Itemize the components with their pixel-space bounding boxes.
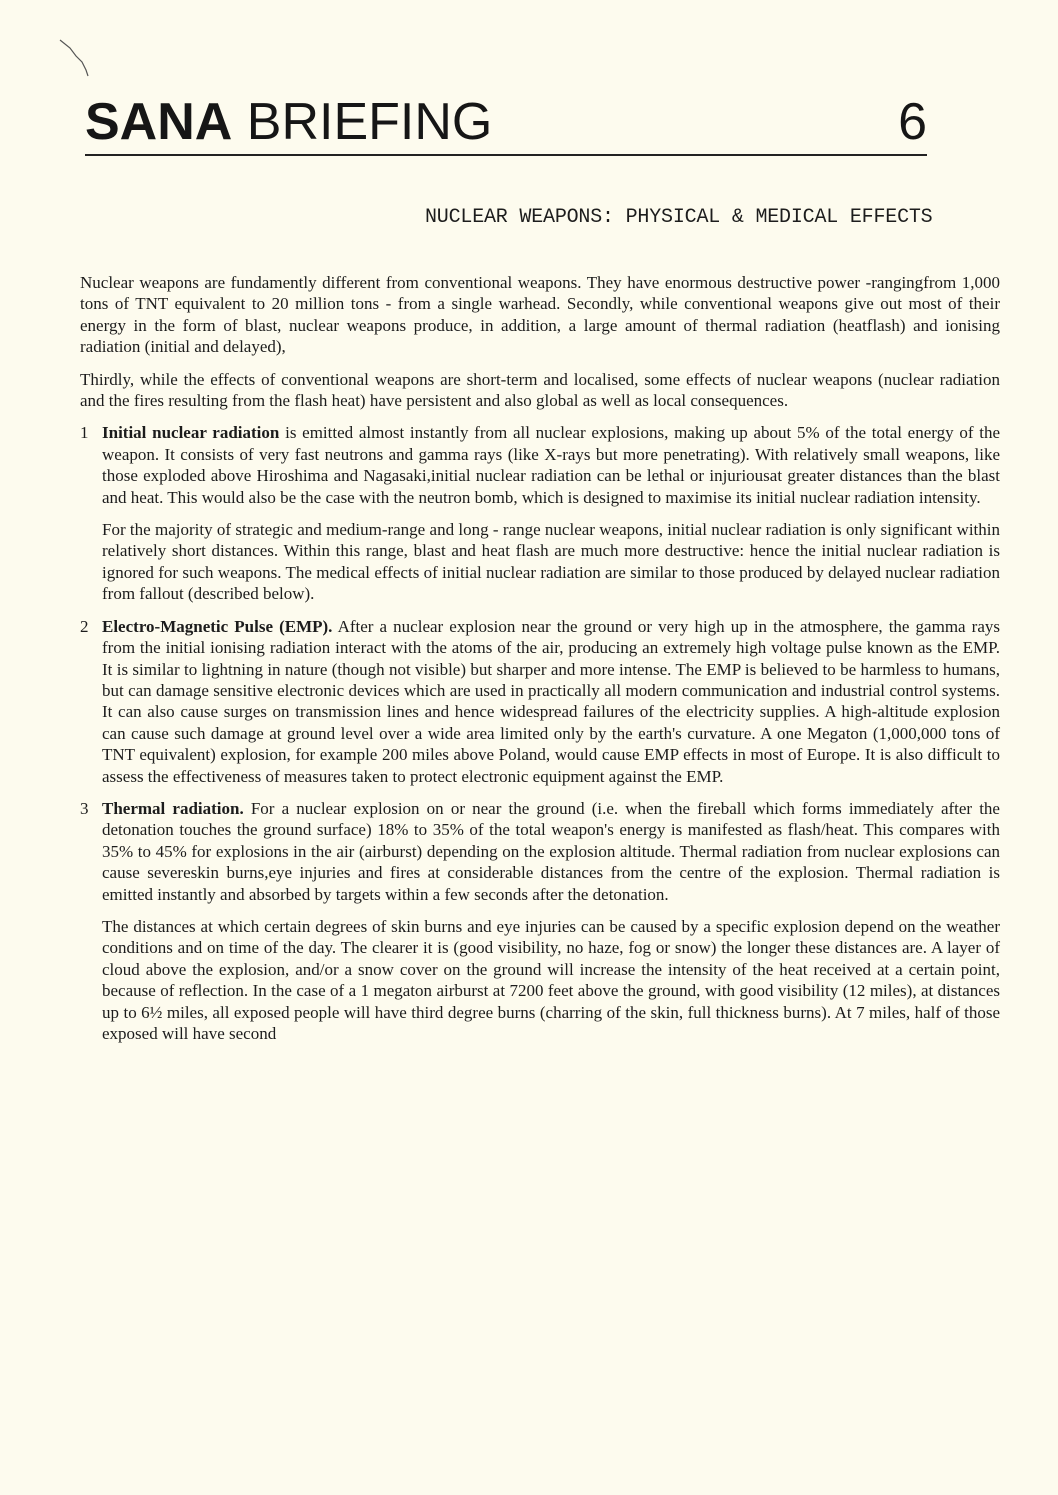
section-thermal-radiation-followup: The distances at which certain degrees of skin burns and eye injuries can be caused by a specific explosion depend on the weather conditions and on time of the day. The clearer it is (good visibility, no haze, fog or snow) the longer these distances are. A layer of cloud above the explosion, and/or a snow cover on the ground will increase the intensity of the heat received at a certain point, because of reflection. In the case of a 1 megaton airburst at 7200 feet above the ground, with good visibility (12 miles), at distances up to 6½ miles, all exposed people will have third degree burns (charring of the skin, full thickness burns). At 7 miles, half of those exposed will have second [102, 916, 1000, 1043]
section-number: 2 [80, 616, 89, 636]
masthead-rule [85, 154, 927, 156]
section-term: Initial nuclear radiation [102, 423, 280, 443]
section-initial-radiation-followup: For the majority of strategic and medium-range and long - range nuclear weapons, initial nuclear radiation is only significant within relatively short distances. Within this range, blast and heat flash are much more destructive: hence the initial nuclear radiation is ignored for such weapons. The medical effects of initial nuclear radiation are similar to those produced by delayed nuclear radiation from fallout (described below). [102, 520, 1000, 604]
document-body [80, 272, 1000, 1055]
section-number: 3 [80, 798, 89, 818]
section-text: For a nuclear explosion on or near the ground (i.e. when the fireball which forms immediately after the detonation touches the ground surface) 18% to 35% of the total weapon's energy is manifested as flash/heat. This compares with 35% to 45% for explosions in the air (airburst) depending on the explosion altitude. Thermal radiation from nuclear explosions can cause severeskin burns,eye injuries and fires at considerable distances from the centre of the explosion. Thermal radiation is emitted instantly and absorbed by targets within a few seconds after the detonation. [102, 798, 1000, 904]
document-heading: NUCLEAR WEAPONS: PHYSICAL & MEDICAL EFFECTS [425, 206, 933, 229]
section-number: 1 [80, 423, 89, 443]
section-emp [80, 616, 1000, 787]
section-text: is emitted almost instantly from all nuclear explosions, making up about 5% of the total energy of the weapon. It consists of very fast neutrons and gamma rays (like X-rays but more penetrating). With relatively small weapons, like those exploded above Hiroshima and Nagasaki,initial nuclear radiation can be lethal or injuriousat greater distances than the blast and heat. This would also be the case with the neutron bomb, which is designed to maximise its initial nuclear radiation intensity. [102, 423, 1000, 507]
section-initial-radiation [80, 422, 1000, 508]
section-term: Electro-Magnetic Pulse (EMP). [102, 616, 333, 636]
masthead-title [85, 92, 492, 152]
section-text: After a nuclear explosion near the ground or very high up in the atmosphere, the gamma rays from the initial ionising radiation interact with the atoms of the air, producing an extremely high voltage pulse known as the EMP. It is similar to lightning in nature (though not visible) but sharper and more intense. The EMP is believed to be harmless to humans, but can damage sensitive electronic devices which are used in practically all modern communication and industrial control systems. It can also cause surges on transmission lines and hence widespread failures of the electricity supplies. A high-altitude explosion can cause such damage at ground level over a wide area limited only by the earth's curvature. A one Megaton (1,000,000 tons of TNT equivalent) explosion, for example 200 miles above Poland, would cause EMP effects in most of Europe. It is also difficult to assess the effectiveness of measures taken to protect electronic equipment against the EMP. [102, 616, 1000, 786]
intro-paragraph-2: Thirdly, while the effects of conventional weapons are short-term and localised, some effects of nuclear weapons (nuclear radiation and the fires resulting from the flash heat) have persistent and also global as well as local consequences. [80, 369, 1000, 411]
section-term: Thermal radiation. [102, 798, 244, 818]
masthead-title-bold: SANA [85, 93, 233, 151]
pen-mark-icon [58, 38, 92, 78]
intro-paragraph-1: Nuclear weapons are fundamently different from conventional weapons. They have enormous destructive power -rangingfrom 1,000 tons of TNT equivalent to 20 million tons - from a single warhead. Secondly, while conventional weapons give out most of their energy in the form of blast, nuclear weapons produce, in addition, a large amount of thermal radiation (heatflash) and ionising radiation (initial and delayed), [80, 273, 1000, 357]
masthead-title-rest: BRIEFING [232, 93, 493, 151]
masthead [85, 90, 927, 160]
section-thermal-radiation [80, 798, 1000, 905]
issue-number: 6 [898, 93, 927, 151]
